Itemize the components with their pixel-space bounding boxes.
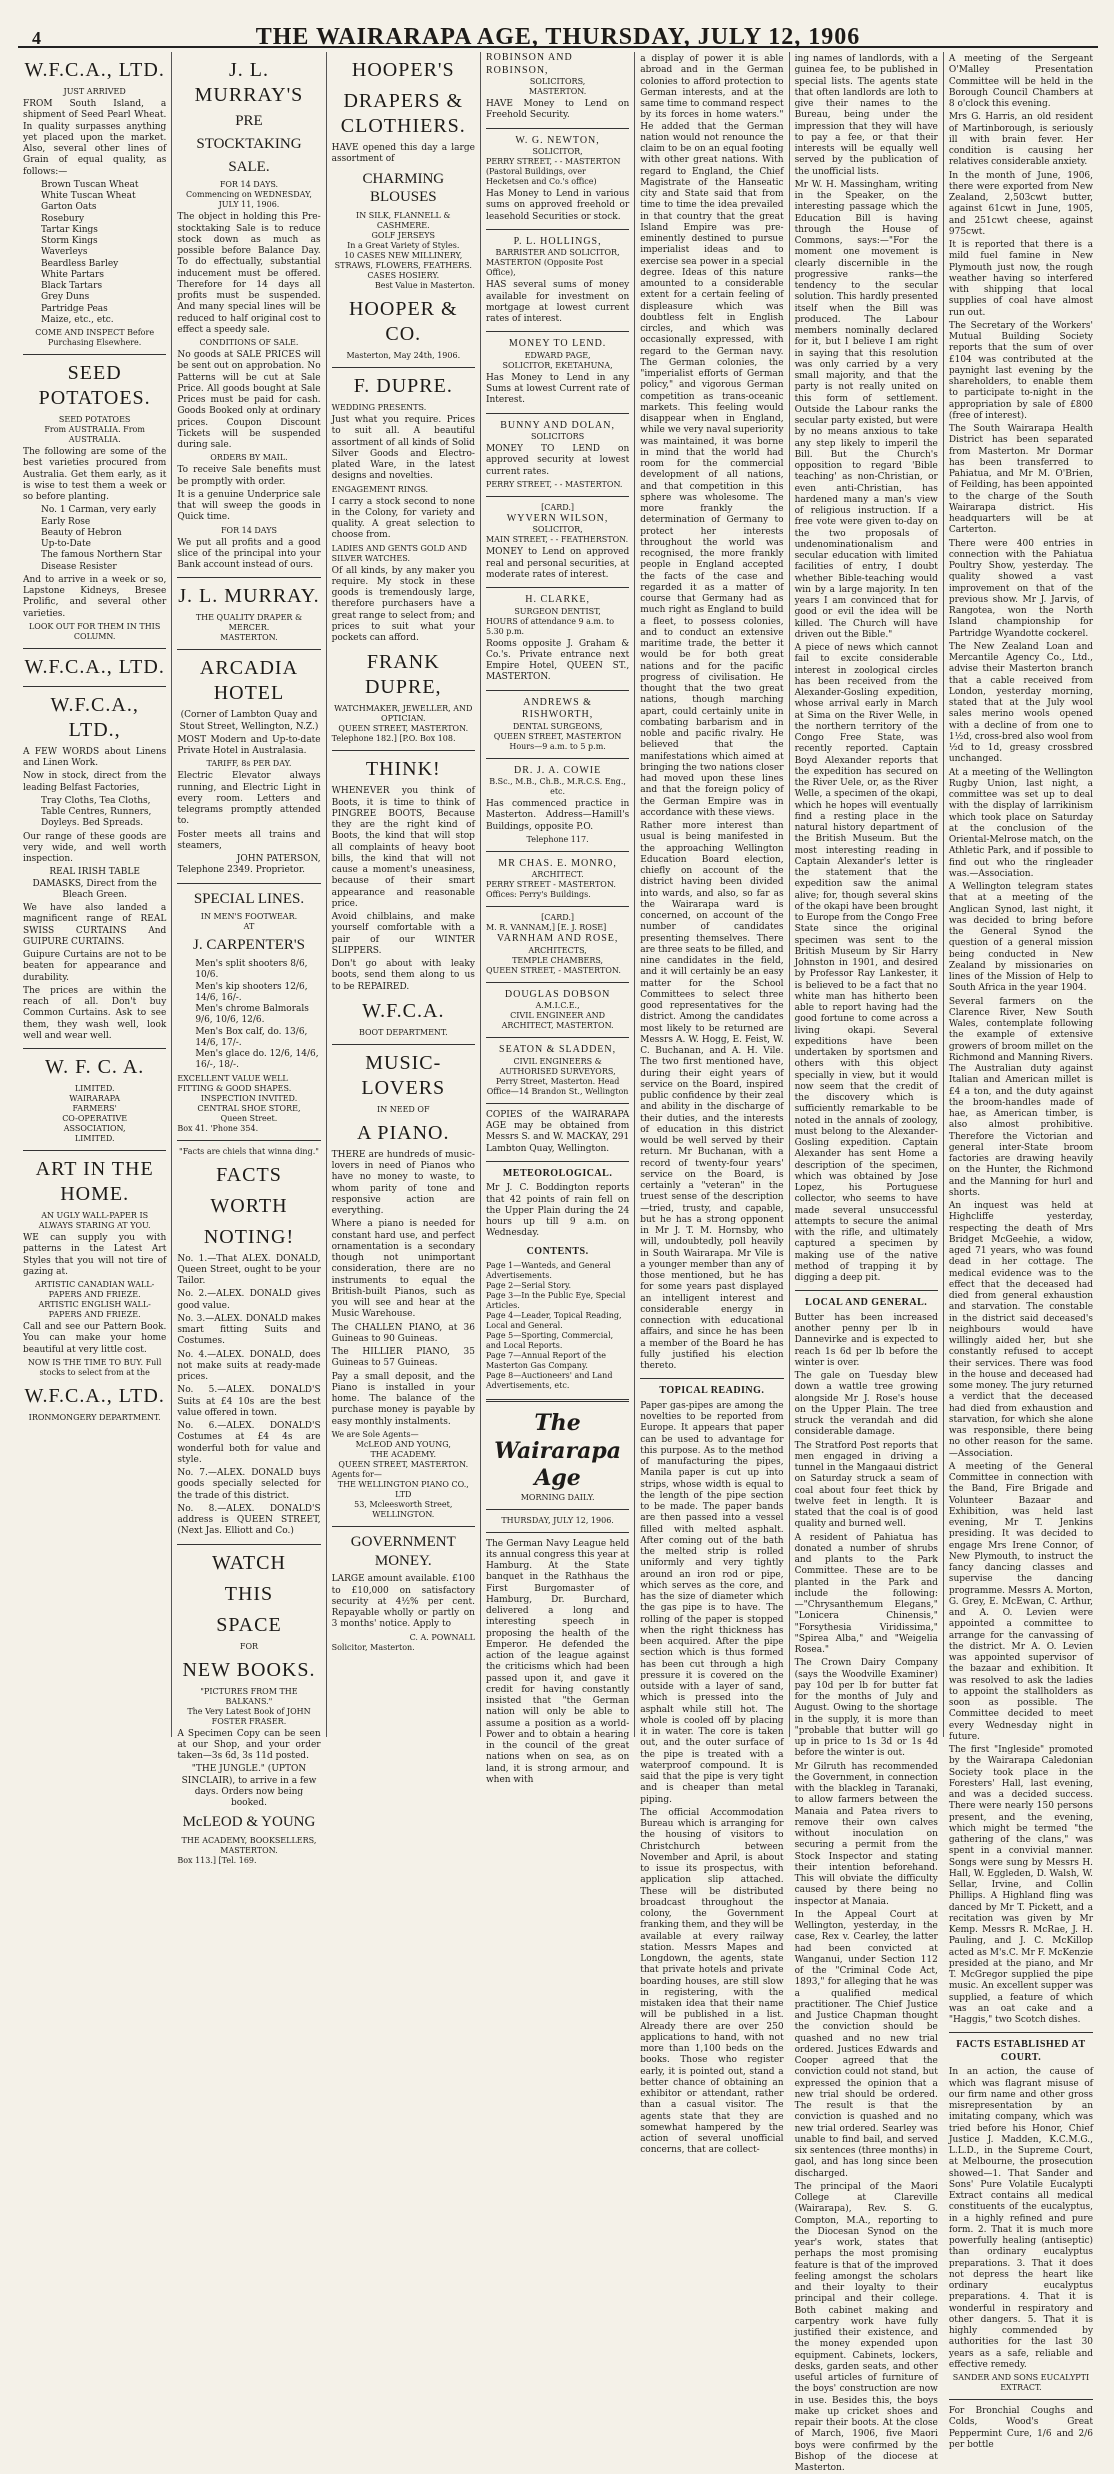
gilruth: Mr Gilruth has recommended the Government, in connection with the blackleg in Taranaki, to allow farmers between the Manaia and Patea rivers to remove their own calves without inoculation on securing a permit from the Stock Inspector and stating their intention beforehand. This will obviate the difficulty caused by there being no inspector at Manaia. (794, 1761, 938, 1907)
conditions-text: No goods at SALE PRICES will be sent out on approbation. No Patterns will be cut at Sale Price. All goods bought at Sale Prices must be paid for cash. Goods Booked only at ordinary prices. Coupon Discount Tickets will be suspended during sale. (177, 350, 321, 450)
morning-daily: MORNING DAILY. (520, 1492, 595, 1502)
leader-text: The German Navy League held its annual congress this year at Hamburg. At the State banquet in the Rathhaus the First Burgomaster of Hamburg, Dr. Burchard, delivered a long and interesting speech in proposing the health of the Emperor. He defended the action of the league against the criticisms which had been passed upon it, and gave it credit for having constantly insisted that "the German nation will only be able to assume a position as a world-Power and to obtain a hearing in the council of the great nations when on sea, as on land, it is strong armour, and when with (485, 1538, 630, 1785)
now-time: NOW IS THE TIME TO BUY. Full stocks to select from at the (27, 1357, 162, 1377)
leaky: Don't go about with leaky boots, send them along to us to be REPAIRED. (331, 959, 475, 992)
carpenter: J. CARPENTER'S (193, 937, 305, 954)
grain-item: Waverleys (41, 247, 88, 258)
potato-list (41, 505, 166, 573)
bunny: BUNNY AND DOLAN, (500, 419, 615, 431)
seaton-addr: Perry Street, Masterton. Head Office—14 Brandon St., Wellington (486, 1076, 629, 1096)
masthead (18, 6, 1098, 48)
pre: PRE (235, 113, 263, 129)
excellent: EXCELLENT VALUE WELL FITTING & GOOD SHAPES. (177, 1073, 292, 1093)
famine: It is reported that there is a mild fuel famine in New Plymouth just now, the rough weather having so interfered with shipping that local supplies of coal have almost run out. (948, 240, 1094, 318)
golf: GOLF JERSEYS (371, 231, 436, 240)
rugby: At a meeting of the Wellington Rugby Union, last night, a committee was set up to deal with the display of larrikinism which took place on Saturday at the conclusion of the Oriental-Melrose match, on the Athletic Park, and if possible to find out who the ringleader was.—Association. (948, 767, 1094, 879)
sale-text: The object in holding this Pre-stocktaking Sale is to reduce stock down as much as possible before Balance Day. To do effectually, substantial inducement must be offered. Therefore for 14 days all profits must be suspended. And many special lines will be reduced to half original cost to effect a speedy sale. (177, 212, 321, 335)
agents-for: Agents for— (331, 1469, 382, 1479)
linen-item: Doyleys. Bed Spreads. (41, 818, 144, 829)
at: AT (243, 922, 255, 932)
wfca-heading-2: W.F.C.A., LTD. (24, 655, 165, 678)
damasks: REAL IRISH TABLE DAMASKS, Direct from the Bleach Green. (32, 867, 157, 900)
coop-line: FARMERS' (72, 1104, 117, 1113)
stratford: The Stratford Post reports that men engaged in driving a tunnel in the Mangaaui district on Saturday struck a seam of coal about four feet thick by twelve feet in length. It is stated that the coal is of good quality and burned well. (794, 1440, 938, 1530)
masterton: MASTERTON. (220, 633, 278, 643)
newton-addr: PERRY STREET, - - MASTERTON (485, 157, 621, 166)
seed-sub: SEED POTATOES (58, 415, 131, 424)
box: Box 41. 'Phone 354. (177, 1123, 259, 1133)
amice: A.M.I.C.E., (535, 1001, 580, 1011)
robinson-sol: SOLICITORS, (529, 77, 586, 86)
fact-item: No. 1.—That ALEX. DONALD, Queen Street, ought to be your Tailor. (177, 1253, 321, 1286)
contents: CONTENTS. (526, 1245, 589, 1257)
wyvern-addr: MAIN STREET, - - FEATHERSTON. (485, 535, 629, 545)
from-australia: From AUSTRALIA. From AUSTRALIA. (44, 425, 145, 444)
woods: For Bronchial Coughs and Colds, Wood's Great Peppermint Cure, 1/6 and 2/6 per bottle (948, 2406, 1094, 2450)
grain-item: Storm Kings (41, 236, 98, 246)
card: [CARD.] (541, 502, 575, 512)
crown-dairy: The Crown Dairy Company (says the Woodville Examiner) pay 10d per lb for butter fat for the months of July and August. Owing to the shortage in the supply, it is more than "probable that butter will go up in price to 1s 3d or 1s 4d before the winter is out. (794, 1658, 938, 1759)
general-committee: A meeting of the General Committee in connection with the Band, Fire Brigade and Volunteer Bazaar and Exhibition, was held last evening, Mr T. Jenkins presiding. It was decided to engage Mrs Irene Connor, of New Plymouth, to instruct the fancy dancing classes and supervise the dancing programme. Messrs A. Morton, G. Grey, E. McEwan, C. Arthur, and A. O. Levien were appointed a committee to arrange for the canvassing of the district. Mr A. O. Levien was appointed supervisor of the bazaar and exhibition. It was resolved to ask the ladies to appoint the stallholders as soon as possible. The Committee decided to meet every Wednesday night in future. (948, 1461, 1094, 1742)
paterson: JOHN PATERSON, (236, 854, 321, 864)
think: THINK! (365, 758, 441, 781)
exports: In the month of June, 1906, there were exported from New Zealand, 2,503cwt butter, against 61cwt in June, 1905, and 251cwt cheese, against 975cwt. (948, 170, 1094, 237)
wallpaper: AN UGLY WALL-PAPER IS ALWAYS STARING AT YOU. (38, 1211, 151, 1230)
for-14-days: FOR 14 DAYS. (219, 180, 279, 190)
clarence: Several farmers on the Clarence River, New South Wales, contemplate following the example of extensive growers of broom millet on the Richmond and Manning Rivers. The Australian duty against Italian and American millet is £4 a ton, and the duty against the broom-handles made of hae, as American timber, is also almost prohibitive. Therefore the Victorian and general inter-State broom factories are drawing heavily on the Hunter, the Richmond and the Manning for hurl and shorts. (948, 996, 1094, 1198)
worth: WORTH (210, 1194, 288, 1217)
new-books: NEW BOOKS. (182, 1658, 316, 1681)
dental: DENTAL SURGEONS, (512, 721, 603, 731)
cowie-text: Has commenced practice in Masterton. Address—Hamill's Buildings, opposite P.O. (485, 799, 630, 832)
deposit: Pay a small deposit, and the Piano is installed in your home. The balance of the purchase money is payable by easy monthly instalments. (331, 1371, 475, 1427)
solicitor: Solicitor, Masterton. (331, 1642, 415, 1652)
sergeant: A meeting of the Sergeant O'Malley Presentation Committee will be held in the Borough Council Chambers at 8 o'clock this evening. (948, 54, 1094, 109)
wfca-heading: W.F.C.A., LTD. (24, 59, 165, 81)
grain-item: Rosebury (41, 213, 85, 224)
murray-heading: J. L. MURRAY'S (194, 59, 304, 106)
this: THIS (224, 1582, 274, 1605)
central-shoe: CENTRAL SHOE STORE, (197, 1103, 301, 1113)
govt-text: LARGE amount available. £100 to £10,000 on satisfactory security at 4½% per cent. Repayable wholly or partly on 3 months' notice. Apply to (331, 1574, 475, 1630)
dupre: F. DUPRE. (353, 375, 453, 397)
coop-block (23, 1094, 166, 1144)
manners: 53, Mcleesworth Street, (354, 1499, 453, 1509)
hollings-sub: BARRISTER AND SOLICITOR, (495, 248, 620, 258)
wedding: WEDDING PRESENTS. (331, 403, 427, 412)
grain-item: Partridge Peas (41, 303, 108, 314)
page-number: 4 (32, 28, 41, 48)
topical-reading: TOPICAL READING. (659, 1385, 765, 1397)
contents-item: Page 5—Sporting, Commercial, and Local Reports. (485, 1331, 614, 1350)
grain-list (41, 180, 166, 326)
facts-quote: "Facts are chiels that winna ding." (179, 1146, 319, 1156)
seed-potatoes-heading: SEED POTATOES. (38, 362, 151, 409)
bureau-continued: ing names of landlords, with a guinea fee, to be published in special lists. The agents state that often landlords are loth to give their names to the Bureau, being under the impression that they will have to pay a fee, or that their interests will be equally well served by the publication of the unofficial lists. (794, 54, 938, 177)
wfca-heading-5: W.F.C.A., LTD. (24, 1384, 165, 1407)
linen-note: Our range of these goods are very wide, and well worth inspection. (23, 831, 167, 864)
leader-continued: a display of power it is able abroad and in the German colonies to afford protection to German interests, and at the same time to command respect by its forces in home waters." He added that the German nation would not renounce the claim to be on an equal footing with other great nations. With regard to England, the Chief Magistrate of the Hanseatic city and State said that from time to time the idea prevailed in that country that the great Island Empire was pre-eminently destined to pursue imperialist ideas and to exercise sea power in a special degree. Ideas of this nature amounted to a considerable extent for a certain feeling of displeasure which was doubtless felt in English circles, and which was occasionally expressed, with regard to the German navy. The German colonies, the "imperialist efforts of German policy," and vigorous German competition as trans-oceanic markets. This feeling would disappear when in England, while we very naval superiority was maintained, it was borne in mind that the world had room for the commercial development of all nations, and that competition in this sphere was wholesome. The more frankly the determination of Germany to protect her interests throughout the world was recognised, the more frankly people in England accepted the facts of the case and regarded it as a matter of course that Germany had as much right as England to build a fleet, to possess colonies, and to conduct an extensive maritime trade, the better it would be for both great nations and for the pacific progress of civilisation. He thought that the two great nations, though marching apart, could certainly unite in combating barbarism and in noble and pacific rivalry. He believed that the manifestations which aimed at bringing the two nations closer had moved upon these lines and that the foreign policy of the German Empire was in accordance with these views. (640, 54, 784, 818)
agents: We are Sole Agents— (331, 1429, 419, 1439)
hours: HOURS of attendance 9 a.m. to 5.30 p.m. (485, 616, 615, 636)
chilblains: Avoid chilblains, and make yourself comfortable with a pair of our WINTER SLIPPERS. (331, 912, 475, 956)
balkans: "PICTURES FROM THE BALKANS." (200, 1686, 298, 1706)
edward: EDWARD PAGE, (524, 350, 591, 360)
wfca-boot: W.F.C.A. (362, 999, 445, 1022)
just-arrived: JUST ARRIVED (63, 87, 126, 96)
dupre-queen-st: QUEEN STREET, MASTERTON. (338, 724, 469, 734)
architects: ARCHITECTS, (528, 945, 587, 955)
supply: WE can supply you with patterns in the Latest Art Styles that you will not tire of gazing at. (23, 1233, 167, 1277)
seed-intro: FROM South Island, a shipment of Seed Pearl Wheat. In quality surpasses anything yet placed upon the market. Also, several other lines of Grain of equal quality, as follows:— (23, 99, 167, 177)
footwear-item: Men's kip shooters 12/6, 14/6, 16/-. (195, 981, 308, 1003)
space: SPACE (216, 1613, 282, 1636)
masthead-title: THE WAIRARAPA AGE, THURSDAY, JULY 12, 1906 (255, 24, 861, 50)
topical-text: Paper gas-pipes are among the novelties to be reported from Europe. It appears that paper can be used to advantage for this purpose. As to the method of manufacturing the pipes, Manila paper is cut up into strips, whose width is equal to the length of the pipe section to be made. The paper bands are then passed into a vessel filled with melted asphalt. After coming out of the bath the melted strip is rolled uniformly and very tightly around an iron rod or pipe, which serves as the core, and has the size of diameter which the gas pipe is to have. The rolling of the paper is stopped when the right thickness has been acquired. After the pipe section which is thus formed has been cut through a high pressure it is covered on the outside with a layer of sand, which is pressed into the asphalt while still hot. The whole is cooled off by placing it in water. The core is taken out, and the outer surface of the pipe is treated with a waterproof compound. It is said that the pipe is very tight and is cheaper than metal piping. (640, 1400, 784, 1805)
mcleod: McLEOD & YOUNG (182, 1814, 316, 1831)
met-text: Mr J. C. Boddington reports that 42 points of rain fell on the Upper Plain during the 24 hours up till 9 a.m. on Wednesday. (485, 1183, 630, 1239)
fact-item: No. 7.—ALEX. DONALD buys goods specially selected for the trade of this district. (177, 1468, 321, 1501)
dental-addr: QUEEN STREET, MASTERTON (493, 731, 622, 741)
qs-3: QUEEN STREET, MASTERTON. (338, 1459, 469, 1469)
grain-item: White Tuscan Wheat (41, 191, 136, 201)
limited: LIMITED. (74, 1084, 115, 1093)
engagement: ENGAGEMENT RINGS. (331, 484, 429, 494)
grain-item: Tartar Kings (41, 224, 98, 235)
potato-item: Beauty of Hebron (41, 527, 122, 538)
guipure: Guipure Curtains are not to be beaten for appearance and durability. (23, 950, 167, 983)
clarke: H. CLARKE, (525, 594, 590, 605)
artistic-1: ARTISTIC CANADIAN WALL-PAPERS AND FRIEZE. (35, 1280, 155, 1299)
temple-addr: QUEEN STREET, - MASTERTON. (485, 965, 621, 975)
murray-2: J. L. MURRAY. (178, 585, 320, 608)
bunny-text: MONEY TO LEND on approved security at lowest current rates. (485, 444, 630, 477)
okapi: A piece of news which cannot fail to excite considerable interest in zoological circles has been received from the Alexander-Gosling expedition, whose arrival early in March at Sima on the River Welle, in the northern territory of the Congo Free State, was recently reported. Captain Boyd Alexander reports that the expedition has secured on the River Uele, or, as the River Welle, a specimen of the okapi, which he hopes will eventually find a resting place in the natural history department of the British Museum. But the most interesting reading in Captain Alexander's letter is the statement that the expedition saw the animal alive; for, though several skins of the okapi have been brought to Europe from the Congo Free State since the original specimen was sent to the British Museum by Sir Harry Johnston in 1901, and desired by Professor Ray Lankester, it is believed to be a fact that no white man has hitherto been able to report having had the good fortune to come across a living okapi. Several expeditions have been undertaken by sportsmen and others with this object specially in view, but it would now seem that the credit of the discovery which is sufficiently remarkable to be noted in the annals of zoology, must belong to the Alexander-Gosling expedition. Captain Alexander has sent Home a description of the specimen, which was obtained by Jose Lopez, his Portuguese collector, who seems to have made several unsuccessful attempts to secure the animal with the rifle, and ultimately captured a specimen by making use of the native method of trapping it by digging a deep pit. (794, 643, 938, 1283)
newton-office: (Pastoral Buildings, over Hecketsen and Co.'s office) (485, 167, 597, 186)
seaton: SEATON & SLADDEN, (499, 1044, 617, 1056)
fact-item: No. 8.—ALEX. DONALD'S address is QUEEN STREET, (Next Jas. Elliott and Co.) (177, 1503, 321, 1537)
wfca-heading-3: W.F.C.A., LTD., (50, 693, 139, 741)
specimen: A Specimen Copy can be seen at our Shop, and your order taken—3s 6d, 3s 11d posted. (177, 1728, 321, 1761)
newton-sol: SOLICITOR, (532, 147, 583, 156)
column-5 (635, 52, 789, 2156)
coop-line: WAIRARAPA (69, 1094, 121, 1103)
art-in-home: ART IN THE HOME. (35, 1158, 154, 1205)
contents-item: Page 2—Serial Story. (485, 1281, 572, 1290)
hooper-co: HOOPER & CO. (348, 298, 458, 345)
now-in-stock: Now in stock, direct from the leading Belfast Factories, (23, 771, 167, 793)
hillier: The HILLIER PIANO, 35 Guineas to 57 Guineas. (331, 1347, 475, 1369)
stocktaking: STOCKTAKING (196, 135, 302, 152)
columns (18, 52, 1098, 2473)
think-text: WHENEVER you think of Boots, it is time to think of PINGREE BOOTS, Because they are the right kind of Boots, the kind that will stop all complaints of heavy boot bills, the kind that will not cause a moment's uneasiness, because of their smart appearance and reasonable price. (331, 786, 475, 909)
wedding-text: Just what you require. Prices to suit all. A beautiful assortment of all kinds of Solid Silver Goods and Electro-plated Ware, in the latest designs and novelties. (331, 415, 475, 482)
surgeon: SURGEON DENTIST, (514, 606, 601, 616)
grain-item: Garton Oats (41, 202, 97, 213)
seaton-sub: CIVIL ENGINEERS & AUTHORISED SURVEYORS, (499, 1056, 616, 1076)
watch: WATCH (212, 1551, 286, 1574)
ingleside: The first "Ingleside" promoted by the Wairarapa Caledonian Society took place in the Foresters' Hall, last evening, and was a decided success. There were nearly 150 persons present, and the evening, which might be termed "the gathering of the clans," was spent in a convivial manner. Songs were sung by Messrs H. Hall, W. Eggleden, D. Walsh, W. Sellar, Irvine, and Collin Phillips. A Highland fling was danced by Mr T. Pickett, and a recitation was given by Mr Kemp. Messrs R. McRae, J. H. Pauling, and J. C. McKillop acted as M's.C. Mr F. McKenzie presided at the piano, and Mr T. McGregor supplied the pipe music. An excellent supper was supplied, a feature of which was an oat cake and a "Haggis," two Scotch dishes. (948, 1745, 1094, 2025)
wfca-heading-4: W. F. C. A. (45, 1056, 145, 1078)
arcadia-hotel: ARCADIA HOTEL (199, 657, 299, 705)
lace: We have also landed a magnificent range of REAL SWISS CURTAINS And GUIPURE CURTAINS. (23, 903, 167, 947)
frank-dupre: FRANK DUPRE, (364, 651, 442, 699)
architect: ARCHITECT. (531, 870, 584, 880)
quality-draper: THE QUALITY DRAPER & MERCER. (195, 613, 303, 633)
opened: HAVE opened this day a large assortment of (331, 143, 475, 165)
vanham: M. R. VANNAM,] [E. J. ROSE] (485, 923, 607, 933)
bureau: The official Accommodation Bureau which is arranging for the housing of visitors to Christchurch between November and April, is about to issue its prospectus, with application slip attached. These will be distributed broadcast throughout the colony, the Government franking them, and they will be available at every railway station. Messrs Mapes and Longdown, the agents, state that private hotels and private boarding houses, are still slow in registering, with the mistaken idea that their name will be published in a list. Already there are over 250 applications to hand, with not more than 1,100 beds on the books. Those who register early, it is pointed out, stand a better chance of obtaining an exhibitor or attendant, rather than a casual visitor. The agents state that they are somewhat hampered by the action of several unofficial concerns, that are collect- (640, 1807, 784, 2156)
edward-sub: SOLICITOR, EKETAHUNA, (502, 360, 613, 370)
grain-item: Brown Tuscan Wheat (41, 179, 139, 190)
sander: SANDER AND SONS EUCALYPTI EXTRACT. (952, 2373, 1090, 2392)
column-6 (790, 52, 944, 2473)
in-need: IN NEED OF (377, 1104, 430, 1114)
facts-list (177, 1254, 320, 1538)
linen-item: Table Centres, Runners, (41, 807, 152, 817)
andrews: ANDREWS & RISHWORTH, (521, 696, 594, 720)
hooper-date: Masterton, May 24th, 1906. (346, 351, 461, 360)
robinson-masterton: MASTERTON. (528, 87, 587, 96)
grain-item: Grey Duns (41, 292, 90, 303)
pownall: C. A. POWNALL (409, 1632, 475, 1642)
inspection: INSPECTION INVITED. (200, 1093, 298, 1103)
watches: LADIES AND GENTS GOLD AND SILVER WATCHES. (331, 543, 467, 563)
fact-item: No. 3.—ALEX. DONALD makes smart fitting Suits and Costumes. (177, 1313, 321, 1347)
watchmaker: WATCHMAKER, JEWELLER, AND OPTICIAN. (334, 704, 473, 724)
column-2 (172, 52, 326, 1865)
leader-date: THURSDAY, JULY 12, 1906. (501, 1515, 614, 1525)
conditions: CONDITIONS OF SALE. (199, 338, 299, 347)
wyvern-text: MONEY to Lend on approved real and personal securities, at moderate rates of interest. (485, 547, 630, 580)
hollings: P. L. HOLLINGS, (513, 235, 602, 247)
prices: The prices are within the reach of all. Don't buy Common Curtains. Ask to see them, they wash well, look well and wear well. (23, 985, 167, 1041)
wellington: WELLINGTON. (372, 1509, 435, 1519)
appeal: In the Appeal Court at Wellington, yesterday, in the case, Rex v. Cearley, the latter had been convicted at Wanganui, under Section 112 of the "Criminal Code Act, 1893," for alleging that he was a qualified medical practitioner. The Chief Justice and Justice Chapman thought the conviction should be quashed and no new trial ordered. Justices Edwards and Cooper agreed that the conviction could not stand, but expressed the opinion that a new trial should be ordered. The result is that the conviction is quashed and no new trial ordered. Searley was unable to find bail, and served six sentences (three months) in gaol, and has long since been discharged. (794, 1909, 938, 2179)
fact-item: No. 5.—ALEX. DONALD'S Suits at £4 10s are the best value offered in town. (177, 1385, 321, 1418)
balkans-author: The Very Latest Book of JOHN FOSTER FRASER. (187, 1706, 311, 1726)
column-7 (944, 52, 1098, 2450)
orders-mail: ORDERS BY MAIL. (210, 453, 288, 463)
meteorological: METEOROLOGICAL. (502, 1167, 613, 1179)
engagement-text: I carry a stock second to none in the Colony, for variety and quality. A great selection to choose from. (331, 496, 475, 541)
profits: We put all profits and a good slice of the principal into your Bank account instead of ours. (177, 537, 321, 570)
paper-title: The Wairarapa Age (494, 1410, 621, 1491)
piano: A PIANO. (357, 1121, 450, 1144)
wyvern-sub: SOLICITOR, (532, 525, 583, 535)
coop-line: ASSOCIATION, (63, 1124, 126, 1133)
footwear-item: Men's glace do. 12/6, 14/6, 16/-, 18/-. (195, 1049, 319, 1071)
millinery: 10 CASES NEW MILLINERY, STRAWS, FLOWERS, FEATHERS. (334, 251, 472, 270)
maori-college: The principal of the Maori College at Clareville (Wairarapa), Rev. S. G. Compton, M.A., reporting to the Diocesan Synod on the year's work, states that perhaps the most promising feature is that of the improved feeling amongst the scholars and their loyalty to their principal and their college. Both cabinet making and carpentry work have fully justified their existence, and the money expended upon equipment. Cabinets, lockers, desks, garden seats, and other useful articles of furniture of the boys' construction are now in use. Besides this, the boys make up cricket shoes and repair their boots. At the close of March, 1906, five Maori boys were confirmed by the Bishop of the diocese at Masterton. (794, 2181, 938, 2473)
dental-hours: Hours—9 a.m. to 5 p.m. (509, 741, 606, 751)
for-14-days-2: FOR 14 DAYS (220, 525, 277, 535)
potato-item: No. 1 Carman, very early (41, 505, 157, 516)
contents-item: Page 8—Auctioneers' and Land Advertisements, etc. (485, 1371, 613, 1390)
best-value: Best Value in Masterton. (374, 281, 475, 290)
footwear-list (195, 959, 320, 1072)
footwear-item: Men's Box calf, do. 13/6, 14/6, 17/-. (195, 1026, 308, 1048)
dupre-telephone: Telephone 182.] [P.O. Box 108. (331, 734, 456, 744)
bunny-sub: SOLICITORS (530, 432, 585, 441)
footwear-item: Men's split shooters 8/6, 10/6. (195, 959, 308, 981)
vanham-2: VARNHAM AND ROSE, (496, 933, 619, 945)
local-general: LOCAL AND GENERAL. (805, 1297, 928, 1309)
massingham: Mr W. H. Massingham, writing in the Speaker, on the interesting passage which the Education Bill is having through the House of Commons, says:—"For the moment one movement is clearly discernible in the progressive ranks—the tendency to the secular solution. This hardly presented itself when the Bill was produced. The Labour members nominally declared for it, but I believe I am right in saying that this resolution was only carried by a very small majority, and that the party is not really united on this form of settlement. Outside the Labour ranks the secular party existed, but were by no means anxious to take any step likely to imperil the Bill. But the Church's opposition to regard 'Bible teaching' as non-Christian, or even anti-Christian, has hardened many a man's view of religious instruction. If a free vote were given to-day on the two proposals of undenominationalism and secular education with limited facilities of entry, I doubt whether Bible-teaching would win by a large majority. In ten years I am convinced that for good or evil the idea will be killed. The Church will have driven out the Bible." (794, 179, 938, 640)
synod: A Wellington telegram states that at a meeting of the Anglican Synod, last night, it was decided to bring before the General Synod the question of a general mission being conducted in New Zealand by missionaries on lines of the Mission of Help to South Africa in the year 1904. (948, 882, 1094, 994)
potato-item: Up-to-Date (41, 539, 91, 549)
grain-item: White Partars (41, 269, 104, 280)
potato-text: The following are some of the best varieties procured from Australia. Get them early, as it is wise to test them a week or so before planting. (23, 447, 167, 502)
mens-footwear: IN MEN'S FOOTWEAR. (200, 912, 298, 922)
challen: The CHALLEN PIANO, at 36 Guineas to 90 Guineas. (331, 1322, 475, 1344)
civil: CIVIL ENGINEER AND ARCHITECT, MASTERTON. (501, 1011, 614, 1031)
jungle: "THE JUNGLE." (UPTON SINCLAIR), to arrive in a few days. Orders now being booked. (181, 1764, 317, 1808)
column-1 (18, 52, 172, 1737)
facts-court-text: In an action, the cause of which was flagrant misuse of our firm name and other gross misrepresentation by an imitating company, which was tried before his Honor, Chief Justice J. Madden, K.C.M.G., L.L.D., in the Supreme Court, at Melbourne, the prosecution showed—1. That Sander and Sons' Pure Volatile Eucalypti Extract contains all medical constituents of the eucalyptus, in a highly refined and pure form. 2. That it is much more powerfully healing (antiseptic) than ordinary eucalyptus preparations. 3. That it does not depress the heart like ordinary eucalyptus preparations. 4. That it is wonderful in respiratory and other dangers. 5. That it is highly commended by authorities for the last 30 years as a safe, reliable and effective remedy. (948, 2067, 1094, 2370)
rooms: Rooms opposite J. Graham & Co.'s. Private entrance next Empire Hotel, QUEEN ST., MASTERTON. (485, 638, 630, 683)
grain-item: Black Tartars (41, 281, 103, 291)
come-inspect: COME AND INSPECT Before Purchasing Elsewhere. (35, 328, 155, 347)
temple: TEMPLE CHAMBERS, (512, 955, 604, 965)
footwear-item: Men's chrome Balmorals 9/6, 10/6, 12/6. (195, 1004, 309, 1026)
linen-list (41, 796, 166, 830)
orders-text: To receive Sale benefits must be promptly with order. (177, 465, 321, 487)
robinson-text: HAVE Money to Lend on Freehold Security. (485, 99, 630, 121)
cowie-deg: B.Sc., M.B., Ch.B., M.R.C.S. Eng., etc. (489, 777, 626, 796)
poultry: There were 400 entries in connection with the Pahiatua Poultry Show, yesterday. The quality showed a vast improvement on that of the previous show. Mr J. Jarvis, of Rangotea, won the North Island championship for Partridge Wyandotte cockerel. (948, 538, 1094, 639)
box-2: Box 113.] [Tel. 169. (177, 1856, 257, 1865)
hooper: HOOPER'S (351, 59, 455, 81)
facts-court: FACTS ESTABLISHED AT COURT. (956, 2039, 1086, 2063)
fact-item: No. 6.—ALEX. DONALD'S Costumes at £4 4s are wonderful both for value and style. (177, 1421, 321, 1465)
edward-text: Has Money to Lend in any Sums at lowest Current rate of Interest. (485, 372, 630, 406)
drapers: DRAPERS & CLOTHIERS. (340, 90, 466, 137)
charming: CHARMING BLOUSES (362, 170, 445, 206)
hollings-addr: MASTERTON (Opposite Post Office), (485, 258, 603, 278)
commencing: Commencing on WEDNESDAY, JULY 11, 1906. (186, 190, 312, 210)
gale: The gale on Tuesday blew down a wattle tree growing alongside Mr J. Rose's house on the Upper Plain. The tree struck the verandah and did considerable damage. (794, 1371, 938, 1438)
harris: Mrs G. Harris, an old resident of Martinborough, is seriously ill with brain fever. Her condition is causing her relatives considerable anxiety. (948, 112, 1094, 168)
arcadia-telephone: Telephone 2349. Proprietor. (177, 865, 305, 876)
contents-item: Page 7—Annual Report of the Masterton Gas Company. (485, 1351, 607, 1370)
queen-st: Queen Street. (220, 1113, 278, 1123)
potato-item: Early Rose (41, 516, 91, 527)
workers: The Secretary of the Workers' Mutual Building Society reports that the sum of over £104 was contributed at the paynight last evening by the shareholders, to enable them to participate to-night in the appropriation by sale of £800 (free of interest). (948, 320, 1094, 421)
arcadia-text: MOST Modern and Up-to-date Private Hotel in Australasia. (177, 734, 321, 756)
column-4 (481, 52, 635, 1785)
silk: IN SILK, FLANNELL & CASHMERE. (356, 211, 451, 230)
pattern-book: Call and see our Pattern Book. You can make your home beautiful at very little cost. (23, 1322, 167, 1355)
copies: COPIES of the WAIRARAPA AGE may be obtained from Messrs S. and W. MACKAY, 291 Lambton Quay, Wellington. (485, 1109, 630, 1154)
potato-more: And to arrive in a week or so, Lapstone Kidneys, Bresee Prolific, and several other varieties. (23, 574, 167, 619)
column-3 (327, 52, 481, 1737)
special-lines: SPECIAL LINES. (193, 890, 305, 907)
hosiery: CASES HOSIERY. (367, 271, 440, 280)
few-words: A FEW WORDS about Linens and Linen Work. (23, 746, 167, 768)
contents-list (486, 1261, 629, 1391)
look-out: LOOK OUT FOR THEM IN THIS COLUMN. (28, 621, 161, 641)
ironmongery: IRONMONGERY DEPARTMENT. (28, 1412, 161, 1422)
card-2: [CARD.] (541, 913, 575, 923)
watches-text: Of all kinds, by any maker you require. My stock in these goods is tremendously large, therefore purchasers have a great range to select from; and prices to suit what your pockets can afford. (331, 565, 475, 643)
pahiatua: A resident of Pahiatua has donated a number of shrubs and plants to the Park Committee. These are to be planted in the Park and include the following:—"Chrysanthemum Elegans," "Lonicera Chinensis," "Forsythesia Viridissima," "Spirea Alba," and "Weigelia Rosea." (794, 1532, 938, 1655)
monro-addr: PERRY STREET - MASTERTON. Offices: Perry's Buildings. (485, 880, 616, 900)
linen-item: Tray Cloths, Tea Cloths, (41, 795, 151, 806)
grain-item: Maize, etc., etc. (41, 314, 114, 325)
arcadia-more: Electric Elevator always running, and Electric Light in every room. Letters and telegrams promptly attended to. (177, 771, 321, 827)
for: FOR (239, 1641, 259, 1651)
monro: MR CHAS. E. MONRO, (498, 857, 617, 869)
cowie-tel: Telephone 117. (526, 834, 589, 844)
newton-text: Has Money to Lend in various sums on approved freehold or leasehold Securities or stock. (485, 189, 630, 222)
coop-line: LIMITED. (74, 1134, 115, 1143)
foster: Foster meets all trains and steamers, (177, 829, 321, 851)
facts: FACTS (216, 1163, 282, 1186)
underprice: It is a genuine Underprice sale that will sweep the goods in Quick time. (177, 489, 321, 523)
wellington-piano: THE WELLINGTON PIANO CO., LTD (337, 1479, 469, 1499)
inquest: An inquest was held at Highcliffe yesterday, respecting the death of Mrs Bridget McGeehie, a widow, aged 71 years, who was found dead in her cottage. The medical evidence was to the effect that the deceased had died from general exhaustion and starvation. The constable in the district said deceased's neighbours would have willingly aided her, but she constantly refused to accept their services. There was food in the house and deceased had some money. The jury returned a verdict that the deceased had died from exhaustion and starvation, for which she alone was responsible, there being no other reason for the same.—Association. (948, 1201, 1094, 1459)
wyvern: WYVERN WILSON, (506, 512, 609, 524)
newton: W. G. NEWTON, (515, 134, 600, 146)
robinson: ROBINSON AND ROBINSON, (485, 52, 573, 76)
money-lend: MONEY TO LEND. (508, 338, 607, 350)
contents-item: Page 3—In the Public Eye, Special Articles. (485, 1291, 626, 1310)
music-lovers: MUSIC-LOVERS (361, 1051, 446, 1099)
health: The South Wairarapa Health District has been separated from Masterton. Mr Dormar has been transferred to Pahiatua, and Mr M. O'Brien, of Feilding, has been appointed to the charge of the South Wairarapa district. His headquarters will be at Carterton. (948, 424, 1094, 536)
bunny-addr: PERRY STREET, - - MASTERTON. (485, 479, 623, 489)
contents-item: Page 4—Leader, Topical Reading, Local and General. (485, 1311, 622, 1330)
fact-item: No. 4.—ALEX. DONALD, does not make suits at ready-made prices. (177, 1349, 321, 1382)
artistic-2: ARTISTIC ENGLISH WALL-PAPERS AND FRIEZE. (38, 1300, 151, 1319)
potato-item: The famous Northern Star Disease Resister (41, 550, 162, 572)
academy-3: THE ACADEMY. (370, 1449, 437, 1459)
hollings-text: HAS several sums of money available for investment on mortgage at lowest current rates of interest. (485, 280, 630, 324)
grain-item: Beardless Barley (41, 258, 119, 269)
piano-text-2: Where a piano is needed for constant hard use, and perfect ornamentation is a secondary though not unimportant consideration, there are no instruments to equal the British-built Pianos, such as you will see and hear at the Music Warehouse. (331, 1219, 475, 1320)
sale: SALE. (228, 158, 270, 175)
noting: NOTING! (203, 1225, 295, 1248)
cowie: DR. J. A. COWIE (513, 764, 602, 776)
fact-item: No. 2.—ALEX. DONALD gives good value. (177, 1289, 321, 1311)
loan: The New Zealand Loan and Mercantile Agency Co., Ltd., advise their Masterton branch that a cable received from London, yesterday morning, stated that at the July wool sales merino wools opened with a decline of from one to 1½d, cross-bred also wool from ½d to 1d, greasy crossbred unchanged. (948, 641, 1094, 765)
arcadia-addr: (Corner of Lambton Quay and Stout Street, Wellington, N.Z.) (179, 710, 319, 732)
piano-text: THERE are hundreds of music-lovers in need of Pianos who have no money to waste, to whom parity of tone and responsive action are everything. (331, 1149, 475, 1216)
mcleod-young: McLEOD AND YOUNG, (355, 1439, 451, 1449)
tariff: TARIFF, 8s PER DAY. (206, 759, 292, 769)
contents-item: Page 1—Wanteds, and General Advertisements. (485, 1261, 611, 1280)
academy: THE ACADEMY, BOOKSELLERS, MASTERTON. (181, 1836, 317, 1855)
variety: In a Great Variety of Styles. (347, 241, 460, 250)
govt-money: GOVERNMENT MONEY. (350, 1533, 456, 1569)
coop-line: CO-OPERATIVE (62, 1114, 128, 1123)
butter: Butter has been increased another penny per lb in Dannevirke and is expected to reach 1s 6d per lb before the winter is over. (794, 1312, 938, 1368)
boot-dept: BOOT DEPARTMENT. (358, 1027, 448, 1037)
education-board: Rather more interest than usual is being manifested in the approaching Wellington Education Board election, chiefly on account of the district having been divided into wards, and also, so far as the Wairarapa ward is concerned, on account of the number of candidates presenting themselves. There are three seats to be filled, and nine candidates in the field, and it will certainly be an easy matter for the School Committees to select three good representatives for the district. Among the candidates most likely to be returned are Messrs A. W. Hogg, E. Feist, W. C. Buchanan, and A. H. Vile. The two first mentioned have, during their eight years of service on the Board, inspired public confidence by their zeal and ability in the discharge of their duties, and the interests of education in this district would be well served by their return. Mr Buchanan, with a record of twenty-four years' service on the Board, is certainly a "veteran" in the truest sense of the description—tried, trusty, and capable, but he has a strong opponent in Mr J. T. M. Hornsby, who will, undoubtedly, poll heavily in South Wairarapa. Mr Vile is a younger member than any of those mentioned, but he has for some years past displayed an intelligent interest and considerable energy in connection with educational affairs, and since he has been a member of the Board he has fully justified his election thereto. (640, 821, 784, 1371)
dobson: DOUGLAS DOBSON (504, 988, 611, 1000)
